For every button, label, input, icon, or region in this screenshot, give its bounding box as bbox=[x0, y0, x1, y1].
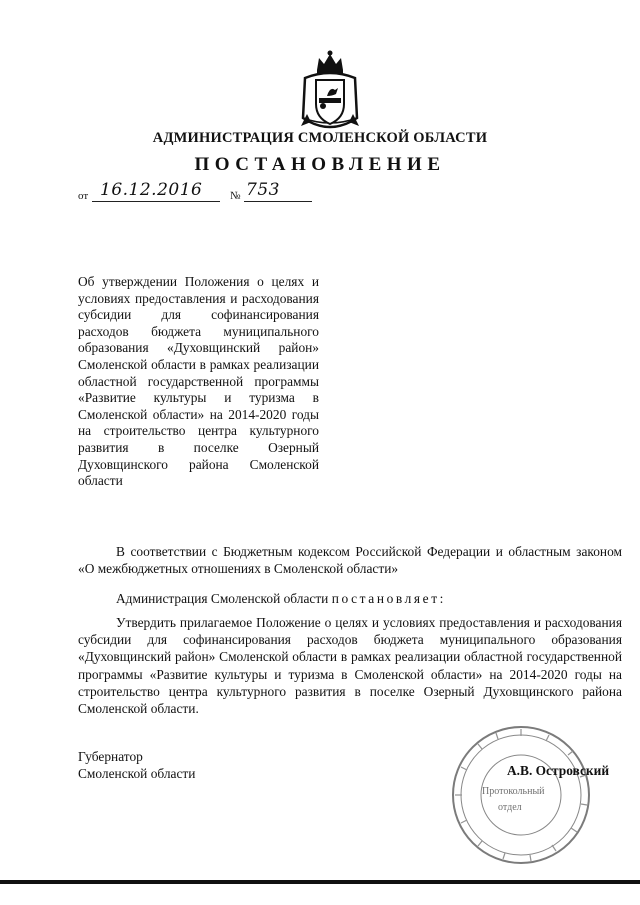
position-line-1: Губернатор bbox=[78, 749, 143, 764]
handwritten-number: 753 bbox=[246, 180, 280, 200]
position-line-2: Смоленской области bbox=[78, 766, 196, 781]
organization-title: АДМИНИСТРАЦИЯ СМОЛЕНСКОЙ ОБЛАСТИ bbox=[152, 130, 488, 146]
resolution-clause bbox=[78, 590, 622, 607]
coat-of-arms-icon bbox=[299, 48, 361, 134]
preamble-paragraph: В соответствии с Бюджетным кодексом Российской Федерации и областным законом «О межбюджетных отношениях в Смоленской области» bbox=[78, 544, 622, 577]
handwritten-date: 16.12.2016 bbox=[100, 180, 203, 200]
stamp-center-line-2: отдел bbox=[498, 802, 522, 813]
document-type-title: ПОСТАНОВЛЕНИЕ bbox=[194, 154, 446, 175]
registration-line bbox=[78, 181, 358, 205]
date-prefix: от bbox=[78, 190, 89, 202]
bottom-border bbox=[0, 880, 640, 884]
date-underline bbox=[92, 201, 220, 202]
resolution-verb: постановляет: bbox=[331, 591, 446, 606]
signatory-position bbox=[78, 748, 195, 782]
resolution-lead: Администрация Смоленской области bbox=[116, 591, 329, 606]
official-stamp-icon bbox=[446, 720, 596, 870]
number-underline bbox=[244, 201, 312, 202]
number-prefix: № bbox=[230, 190, 241, 202]
document-subject: Об утверждении Положения о целях и условиях предоставления и расходования субсидии для софинансирования расходов бюджета муниципального образования «Духовщинский район» Смоленской области в рамках реализации областной государственной программы «Развитие культуры и туризма в Смоленской области» на 2014-2020 годы на строительство центра культурного развития в поселке Озерный Духовщинского района Смоленской области bbox=[78, 274, 319, 489]
signatory-name: А.В. Островский bbox=[507, 763, 610, 778]
stamp-center-line-1: Протокольный bbox=[482, 786, 545, 797]
main-paragraph: Утвердить прилагаемое Положение о целях и условиях предоставления и расходования субсидии для софинансирования расходов бюджета муниципального образования «Духовщинский район» Смоленской области в рамках реализации областной государственной программы «Развитие культуры и туризма в Смоленской области» на 2014-2020 годы на строительство центра культурного развития в поселке Озерный Духовщинского района Смоленской области. bbox=[78, 615, 622, 717]
